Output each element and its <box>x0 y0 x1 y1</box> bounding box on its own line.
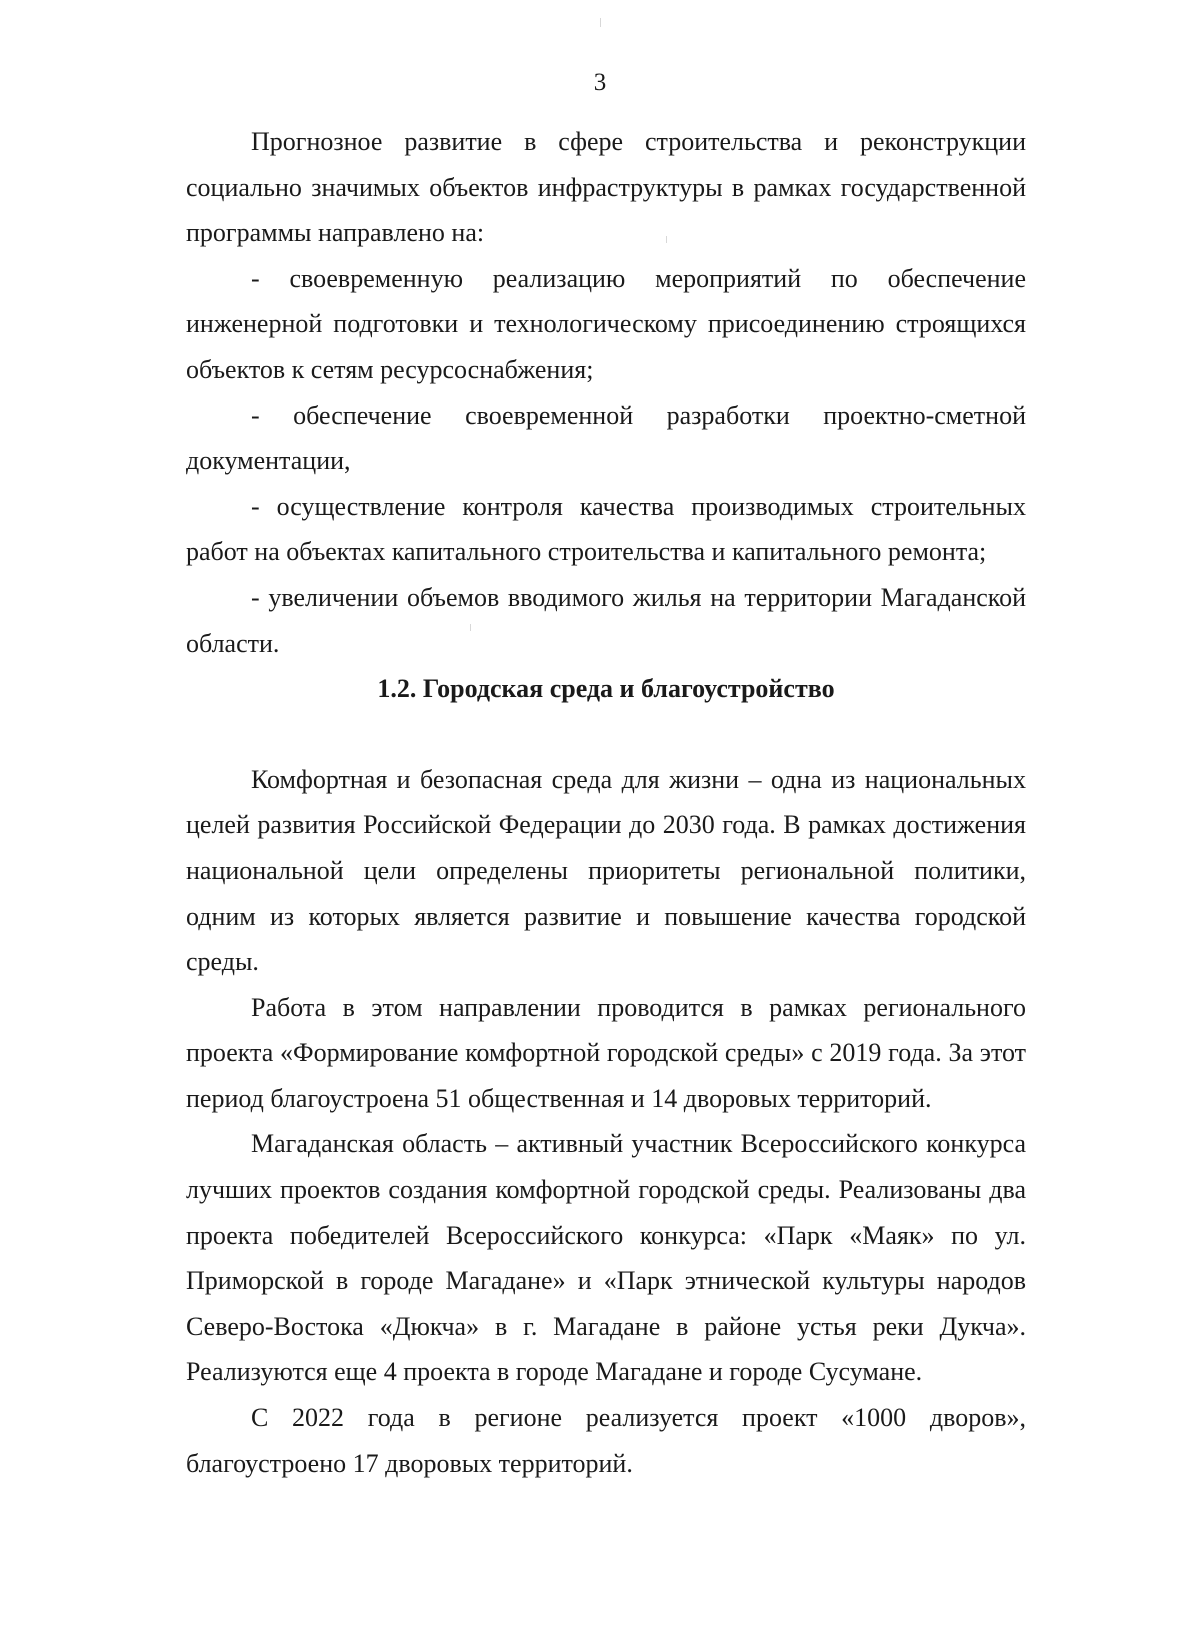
scan-artifact <box>600 18 601 27</box>
body-paragraph: Магаданская область – активный участник Всероссийского конкурса лучших проектов создания комфортной городской среды. Реализованы два проекта победителей Всероссийского конкурса: «Парк «Маяк» по ул. Приморской в городе Магадане» и «Парк этнической культуры народов Северо-Востока «Дюкча» в г. Магадане в районе устья реки Дукча». Реализуются еще 4 проекта в городе Магадане и городе Сусумане. <box>186 1129 1026 1387</box>
intro-paragraph: Прогнозное развитие в сфере строительства и реконструкции социально значимых объектов инфраструктуры в рамках государственной программы направлено на: <box>186 127 1026 248</box>
bullet-item: - увеличении объемов вводимого жилья на территории Магаданской области. <box>186 582 1026 658</box>
bullet-item: - осуществление контроля качества производимых строительных работ на объектах капитального строительства и капитального ремонта; <box>186 491 1026 567</box>
body-paragraph: Комфортная и безопасная среда для жизни – одна из национальных целей развития Российской Федерации до 2030 года. В рамках достижения национальной цели определены приоритеты региональной политики, одним из которых является развитие и повышение качества городской среды. <box>186 764 1026 977</box>
bullet-item: - обеспечение своевременной разработки проектно-сметной документации, <box>186 400 1026 476</box>
document-body <box>186 119 1026 1486</box>
bullet-item: - своевременную реализацию мероприятий по обеспечение инженерной подготовки и технологическому присоединению строящихся объектов к сетям ресурсоснабжения; <box>186 263 1026 384</box>
body-paragraph: С 2022 года в регионе реализуется проект «1000 дворов», благоустроено 17 дворовых территорий. <box>186 1403 1026 1478</box>
body-paragraph: Работа в этом направлении проводится в рамках регионального проекта «Формирование комфортной городской среды» с 2019 года. За этот период благоустроена 51 общественная и 14 дворовых территорий. <box>186 992 1026 1113</box>
section-heading: 1.2. Городская среда и благоустройство <box>377 674 835 704</box>
page-number: 3 <box>593 69 607 96</box>
